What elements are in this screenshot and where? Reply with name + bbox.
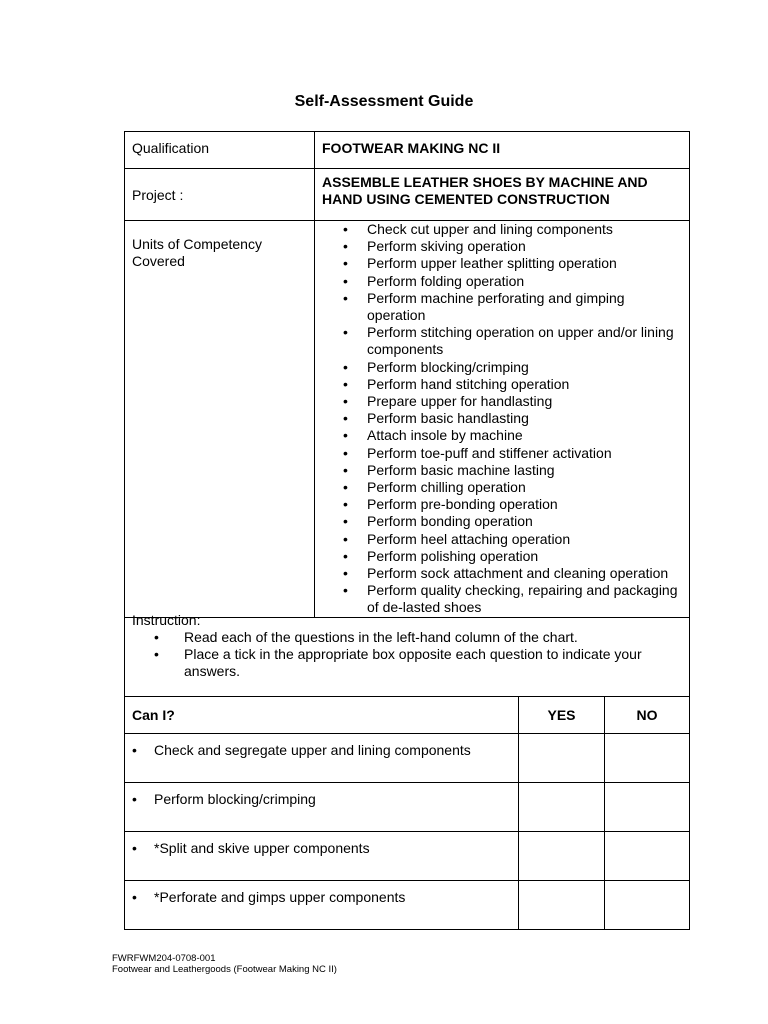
question-cell: [125, 783, 519, 832]
no-checkbox-cell[interactable]: [605, 734, 690, 783]
instruction-item: • Read each of the questions in the left-hand column of the chart.: [132, 629, 689, 646]
unit-item: • Attach insole by machine: [315, 427, 679, 444]
question-cell: [125, 734, 519, 783]
no-checkbox-cell[interactable]: [605, 881, 690, 930]
unit-item: • Perform toe-puff and stiffener activation: [315, 445, 679, 462]
project-label: Project :: [125, 169, 315, 221]
page-title: Self-Assessment Guide: [294, 93, 474, 110]
assessment-header-row: [125, 697, 690, 734]
no-header: NO: [605, 697, 690, 734]
yes-checkbox-cell[interactable]: [519, 881, 605, 930]
unit-item: • Perform machine perforating and gimping operation: [315, 290, 679, 324]
unit-item: • Perform chilling operation: [315, 479, 679, 496]
question-row: [125, 881, 690, 930]
qualification-label: Qualification: [125, 132, 315, 169]
yes-checkbox-cell[interactable]: [519, 832, 605, 881]
unit-item: • Perform upper leather splitting operation: [315, 255, 679, 272]
qualification-table: [124, 131, 690, 618]
question-text: *Split and skive upper components: [154, 840, 370, 856]
question-text: *Perforate and gimps upper components: [154, 889, 406, 905]
unit-item: • Perform stitching operation on upper and/or lining components: [315, 324, 679, 358]
instruction-list: [132, 629, 689, 680]
unit-item: • Perform sock attachment and cleaning operation: [315, 565, 679, 582]
can-i-header: Can I?: [125, 697, 519, 734]
qualification-value: FOOTWEAR MAKING NC II: [315, 132, 690, 169]
question-cell: [125, 832, 519, 881]
units-cell: [315, 221, 690, 618]
yes-header: YES: [519, 697, 605, 734]
unit-item: • Perform pre-bonding operation: [315, 496, 679, 513]
question-text: Perform blocking/crimping: [154, 791, 316, 807]
footer-subtitle: Footwear and Leathergoods (Footwear Making NC II): [112, 964, 337, 975]
no-checkbox-cell[interactable]: [605, 832, 690, 881]
qualification-row: [125, 132, 690, 169]
units-list: [315, 221, 679, 617]
units-label: Units of Competency Covered: [125, 221, 315, 618]
units-row: [125, 221, 690, 618]
unit-item: • Perform polishing operation: [315, 548, 679, 565]
footer-code: FWRFWM204-0708-001: [112, 953, 216, 964]
yes-checkbox-cell[interactable]: [519, 783, 605, 832]
instruction-heading: Instruction:: [132, 612, 201, 628]
unit-item: • Perform heel attaching operation: [315, 531, 679, 548]
unit-item: • Prepare upper for handlasting: [315, 393, 679, 410]
unit-item: • Check cut upper and lining components: [315, 221, 679, 238]
question-row: [125, 783, 690, 832]
project-value: ASSEMBLE LEATHER SHOES BY MACHINE AND HAND USING CEMENTED CONSTRUCTION: [315, 169, 690, 221]
question-cell: [125, 881, 519, 930]
page-footer: [112, 953, 337, 975]
instruction-box: [124, 600, 690, 697]
question-row: [125, 734, 690, 783]
project-row: [125, 169, 690, 221]
bullet-icon: •: [132, 791, 137, 807]
unit-item: • Perform skiving operation: [315, 238, 679, 255]
yes-checkbox-cell[interactable]: [519, 734, 605, 783]
bullet-icon: •: [132, 742, 137, 758]
unit-item: • Perform basic machine lasting: [315, 462, 679, 479]
unit-item: • Perform bonding operation: [315, 513, 679, 530]
unit-item: • Perform quality checking, repairing and packaging of de-lasted shoes: [315, 582, 679, 616]
no-checkbox-cell[interactable]: [605, 783, 690, 832]
bullet-icon: •: [132, 840, 137, 856]
question-row: [125, 832, 690, 881]
assessment-table: [124, 696, 690, 930]
unit-item: • Perform blocking/crimping: [315, 359, 679, 376]
unit-item: • Perform basic handlasting: [315, 410, 679, 427]
bullet-icon: •: [132, 889, 137, 905]
unit-item: • Perform folding operation: [315, 273, 679, 290]
unit-item: • Perform hand stitching operation: [315, 376, 679, 393]
instruction-item: • Place a tick in the appropriate box opposite each question to indicate your answers.: [132, 646, 689, 680]
question-text: Check and segregate upper and lining components: [154, 742, 471, 758]
